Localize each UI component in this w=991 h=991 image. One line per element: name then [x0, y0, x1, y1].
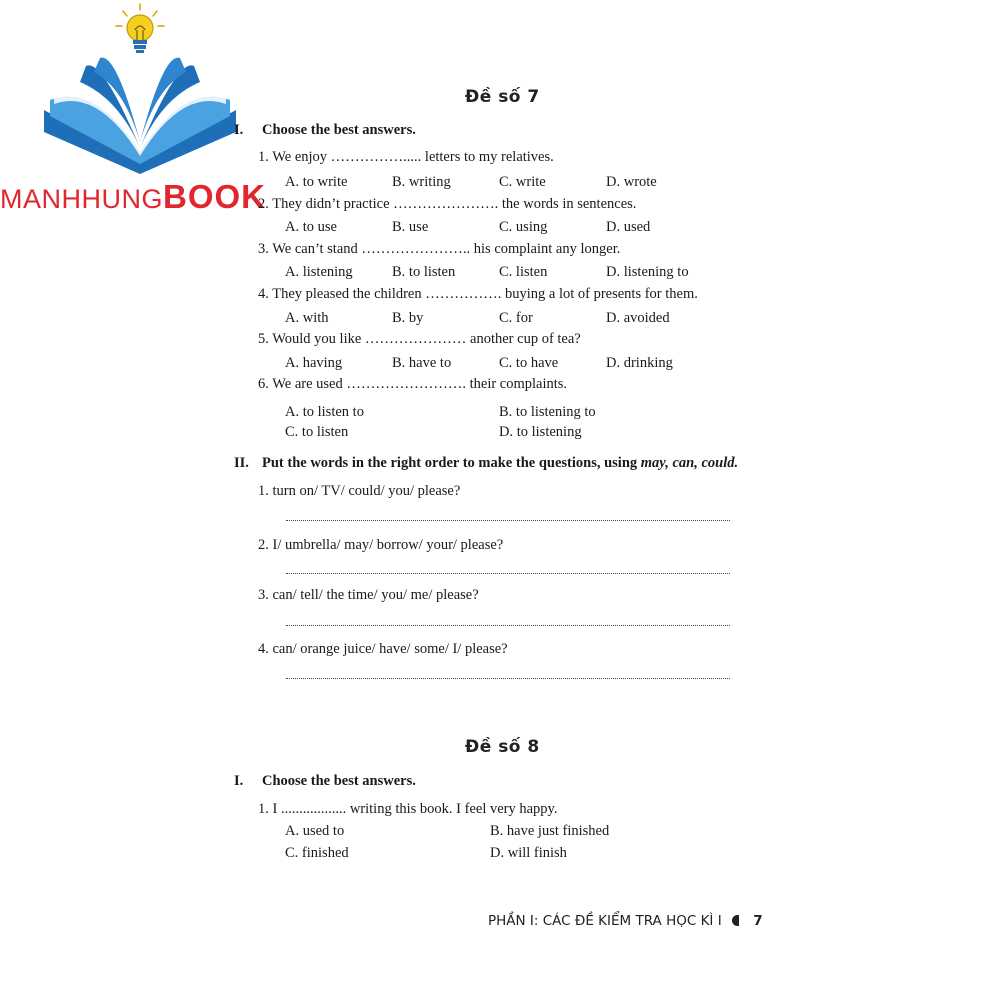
- exam-7-section-2-heading: [262, 455, 738, 472]
- exam-7-q5-option-d: D. drinking: [606, 355, 673, 371]
- exam-7-ordering-item-1: 1. turn on/ TV/ could/ you/ please?: [258, 483, 461, 499]
- exam-7-question-5: 5. Would you like ………………… another cup of tea?: [258, 331, 581, 347]
- exam-7-q3-option-c: C. listen: [499, 264, 548, 280]
- exam-7-question-1: 1. We enjoy ……………..... letters to my relatives.: [258, 149, 554, 165]
- exam-7-q6-option-a: A. to listen to: [285, 404, 364, 420]
- answer-line-2: [286, 573, 730, 574]
- exam-7-title: Đề số 7: [465, 87, 540, 107]
- exam-7-ordering-item-3: 3. can/ tell/ the time/ you/ me/ please?: [258, 587, 479, 603]
- exam-8-q1-option-b: B. have just finished: [490, 823, 610, 839]
- exam-7-q4-option-a: A. with: [285, 310, 329, 326]
- exam-7-q6-option-c: C. to listen: [285, 424, 349, 440]
- exam-7-q5-option-a: A. having: [285, 355, 343, 371]
- exam-7-q2-option-d: D. used: [606, 219, 651, 235]
- exam-7-section-1-number: I.: [234, 122, 244, 138]
- brand-name-part2: BOOK: [163, 178, 266, 215]
- exam-7-section-2-number: II.: [234, 455, 249, 471]
- brand-name-part1: MANHHUNG: [0, 184, 163, 214]
- footer-section-title: PHẦN I: CÁC ĐỀ KIỂM TRA HỌC KÌ I: [488, 913, 722, 929]
- exam-7-q3-option-b: B. to listen: [392, 264, 456, 280]
- exam-7-q2-option-b: B. use: [392, 219, 429, 235]
- exam-7-q1-option-b: B. writing: [392, 174, 451, 190]
- exam-7-q1-option-d: D. wrote: [606, 174, 657, 190]
- brand-name: [0, 178, 266, 216]
- exam-8-q1-option-c: C. finished: [285, 845, 349, 861]
- exam-7-q4-option-c: C. for: [499, 310, 533, 326]
- exam-7-q3-option-a: A. listening: [285, 264, 353, 280]
- exam-7-question-4: 4. They pleased the children ……………. buying a lot of presents for them.: [258, 286, 698, 302]
- exam-8-section-1-heading: Choose the best answers.: [262, 773, 416, 789]
- exam-7-q5-option-c: C. to have: [499, 355, 559, 371]
- exam-7-section-2-heading-italic: may, can, could.: [640, 455, 739, 471]
- exam-7-q6-option-b: B. to listening to: [499, 404, 596, 420]
- open-book-icon: [40, 52, 240, 174]
- exam-7-q6-option-d: D. to listening: [499, 424, 582, 440]
- exam-7-question-6: 6. We are used ……………………. their complaints.: [258, 376, 568, 392]
- answer-line-3: [286, 625, 730, 626]
- exam-7-ordering-item-2: 2. I/ umbrella/ may/ borrow/ your/ please?: [258, 537, 504, 553]
- exam-7-question-2: 2. They didn’t practice …………………. the words in sentences.: [258, 196, 637, 212]
- exam-7-q4-option-b: B. by: [392, 310, 424, 326]
- page-number: 7: [753, 913, 763, 929]
- answer-line-4: [286, 678, 730, 679]
- exam-7-q2-option-a: A. to use: [285, 219, 337, 235]
- page-footer: [488, 913, 763, 929]
- exam-7-q1-option-a: A. to write: [285, 174, 348, 190]
- exam-8-q1-option-d: D. will finish: [490, 845, 567, 861]
- exam-7-section-1-heading: Choose the best answers.: [262, 122, 416, 138]
- exam-7-question-3: 3. We can’t stand ………………….. his complaint any longer.: [258, 241, 621, 257]
- exam-8-section-1-number: I.: [234, 773, 244, 789]
- exam-8-q1-option-a: A. used to: [285, 823, 345, 839]
- exam-7-q1-option-c: C. write: [499, 174, 546, 190]
- exam-7-q2-option-c: C. using: [499, 219, 548, 235]
- exam-7-section-2-heading-text: Put the words in the right order to make the questions, using: [262, 455, 641, 471]
- answer-line-1: [286, 520, 730, 521]
- exam-7-q3-option-d: D. listening to: [606, 264, 689, 280]
- exam-7-q5-option-b: B. have to: [392, 355, 452, 371]
- exam-7-q4-option-d: D. avoided: [606, 310, 670, 326]
- half-circle-marker-icon: [732, 915, 739, 926]
- exam-8-question-1: 1. I .................. writing this book. I feel very happy.: [258, 801, 558, 817]
- exam-8-title: Đề số 8: [465, 737, 540, 757]
- exam-7-ordering-item-4: 4. can/ orange juice/ have/ some/ I/ please?: [258, 641, 508, 657]
